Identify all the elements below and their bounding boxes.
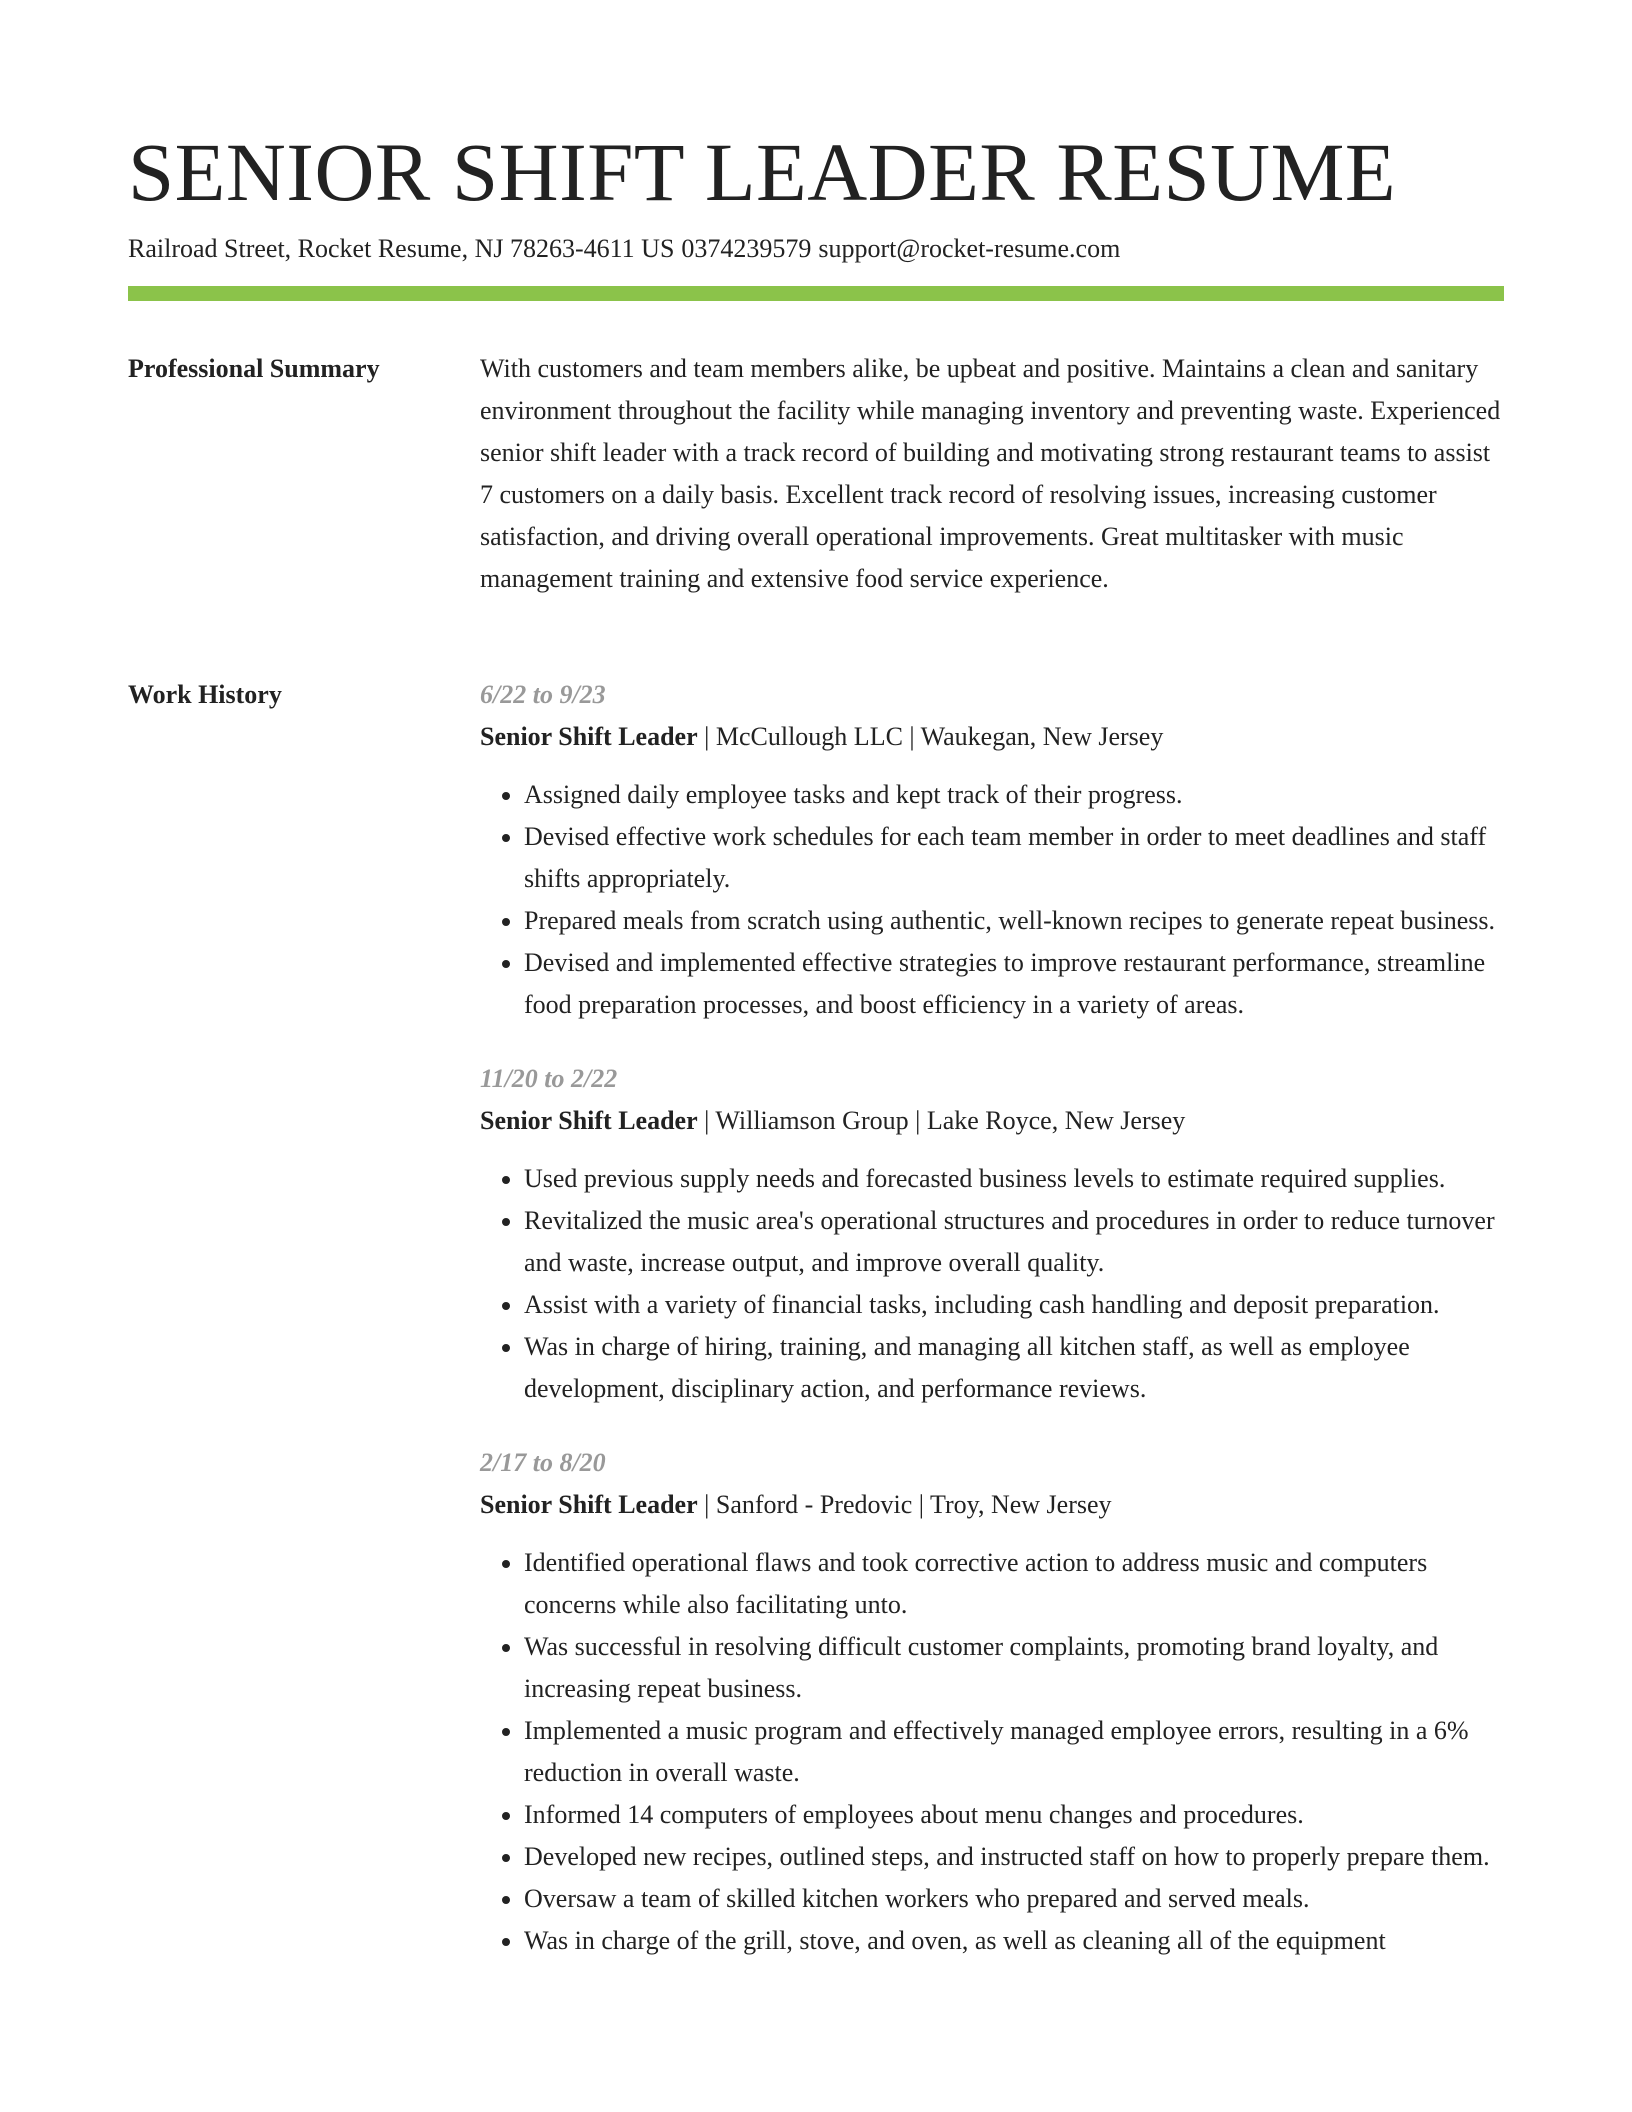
job-bullet: • Revitalized the music area's operational structures and procedures in order to reduce turnover and waste, increase output, and improve overall quality. bbox=[524, 1200, 1504, 1284]
job-bullet: • Devised effective work schedules for each team member in order to meet deadlines and staff shifts appropriately. bbox=[524, 816, 1504, 900]
job-company: McCullough LLC bbox=[715, 722, 903, 751]
job-title-line bbox=[480, 1484, 1504, 1526]
job-company: Sanford - Predovic bbox=[715, 1490, 913, 1519]
job-title: Senior Shift Leader bbox=[480, 722, 698, 751]
job-location: Waukegan, New Jersey bbox=[920, 722, 1164, 751]
job-title: Senior Shift Leader bbox=[480, 1490, 698, 1519]
job-bullet: • Devised and implemented effective strategies to improve restaurant performance, streamline food preparation processes, and boost efficiency in a variety of areas. bbox=[524, 942, 1504, 1026]
job-bullet-list bbox=[480, 774, 1504, 1026]
job-bullet: • Assigned daily employee tasks and kept track of their progress. bbox=[524, 774, 1504, 816]
job-bullet: • Developed new recipes, outlined steps, and instructed staff on how to properly prepare them. bbox=[524, 1836, 1504, 1878]
header-divider bbox=[128, 286, 1504, 301]
job-separator: | bbox=[912, 1490, 931, 1519]
section-label-summary: Professional Summary bbox=[128, 354, 380, 383]
job-title-line bbox=[480, 1100, 1504, 1142]
job-separator: | bbox=[697, 722, 716, 751]
contact-email[interactable]: support@rocket-resume.com bbox=[818, 234, 1121, 263]
job-dates: 11/20 to 2/22 bbox=[480, 1064, 618, 1093]
job-bullet: • Was in charge of hiring, training, and managing all kitchen staff, as well as employee development, disciplinary action, and performance reviews. bbox=[524, 1326, 1504, 1410]
contact-phone: 0374239579 bbox=[681, 234, 812, 263]
work-history-body bbox=[480, 674, 1504, 1994]
job-location: Lake Royce, New Jersey bbox=[926, 1106, 1186, 1135]
job-bullet: • Implemented a music program and effectively managed employee errors, resulting in a 6% reduction in overall waste. bbox=[524, 1710, 1504, 1794]
job-bullet: • Used previous supply needs and forecasted business levels to estimate required supplies. bbox=[524, 1158, 1504, 1200]
job-separator: | bbox=[697, 1106, 716, 1135]
job-bullet: • Assist with a variety of financial tasks, including cash handling and deposit preparation. bbox=[524, 1284, 1504, 1326]
job-title: Senior Shift Leader bbox=[480, 1106, 698, 1135]
job-bullet-list bbox=[480, 1542, 1504, 1962]
job-bullet: • Identified operational flaws and took corrective action to address music and computers concerns while also facilitating unto. bbox=[524, 1542, 1504, 1626]
job-bullet: • Was in charge of the grill, stove, and oven, as well as cleaning all of the equipment bbox=[524, 1920, 1504, 1962]
job-bullet: • Informed 14 computers of employees about menu changes and procedures. bbox=[524, 1794, 1504, 1836]
contact-address: Railroad Street, Rocket Resume, NJ 78263-4611 US bbox=[128, 234, 675, 263]
job-title-line bbox=[480, 716, 1504, 758]
job-dates: 6/22 to 9/23 bbox=[480, 680, 606, 709]
section-label-work-history: Work History bbox=[128, 680, 282, 709]
job-entry bbox=[480, 1442, 1504, 1962]
job-entry bbox=[480, 674, 1504, 1026]
job-entry bbox=[480, 1058, 1504, 1410]
job-bullet-list bbox=[480, 1158, 1504, 1410]
job-bullet: • Was successful in resolving difficult customer complaints, promoting brand loyalty, and increasing repeat business. bbox=[524, 1626, 1504, 1710]
job-company: Williamson Group bbox=[715, 1106, 909, 1135]
summary-text: With customers and team members alike, be upbeat and positive. Maintains a clean and sanitary environment throughout the facility while managing inventory and preventing waste. Experienced senior shift leader with a track record of building and motivating strong restaurant teams to assist 7 customers on a daily basis. Excellent track record of resolving issues, increasing customer satisfaction, and driving overall operational improvements. Great multitasker with music management training and extensive food service experience. bbox=[480, 354, 1501, 593]
job-separator: | bbox=[902, 722, 921, 751]
job-separator: | bbox=[697, 1490, 716, 1519]
contact-line bbox=[128, 232, 1120, 266]
job-location: Troy, New Jersey bbox=[930, 1490, 1112, 1519]
resume-title: SENIOR SHIFT LEADER RESUME bbox=[128, 126, 1397, 218]
job-bullet: • Oversaw a team of skilled kitchen workers who prepared and served meals. bbox=[524, 1878, 1504, 1920]
job-bullet: • Prepared meals from scratch using authentic, well-known recipes to generate repeat business. bbox=[524, 900, 1504, 942]
job-dates: 2/17 to 8/20 bbox=[480, 1448, 606, 1477]
summary-body bbox=[480, 348, 1504, 600]
job-separator: | bbox=[908, 1106, 927, 1135]
